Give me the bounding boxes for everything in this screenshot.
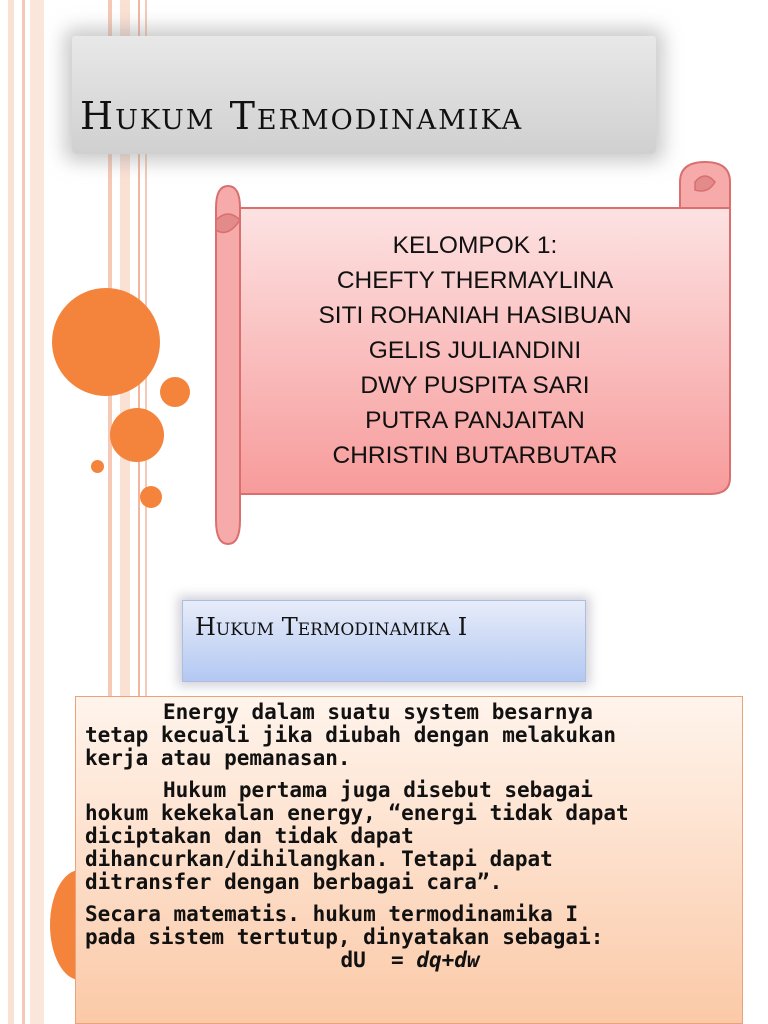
section-title: Hukum Termodinamika I <box>195 613 468 641</box>
member-name: GELIS JULIANDINI <box>368 337 582 364</box>
paragraph-line: Hukum pertama juga disebut sebagai <box>163 778 593 802</box>
paragraph-line: diciptakan dan tidak dapat <box>85 824 414 848</box>
member-name: SITI ROHANIAH HASIBUAN <box>318 302 632 329</box>
section-title-box <box>182 600 586 682</box>
large-orange-circle <box>52 288 160 396</box>
group-heading: KELOMPOK 1: <box>392 232 558 259</box>
paragraph-line: tetap kecuali jika diubah dengan melakukan <box>85 723 617 747</box>
stripe <box>30 0 44 1024</box>
paragraph-line: hokum kekekalan energy, “energi tidak dapat <box>85 801 629 825</box>
paragraph-line: kerja atau pemanasan. <box>85 746 351 770</box>
paragraph-line: dihancurkan/dihilangkan. Tetapi dapat <box>85 847 553 871</box>
formula-rhs: dq+dw <box>416 948 480 972</box>
medium-orange-circle <box>110 408 164 462</box>
stripe <box>22 0 25 1024</box>
stripe <box>8 0 14 1024</box>
content-box <box>75 696 743 1024</box>
body-text <box>85 701 735 972</box>
formula <box>85 949 735 972</box>
tiny-orange-circle <box>91 460 104 473</box>
small-orange-circle <box>160 377 190 407</box>
page-title: Hukum Termodinamika <box>80 94 524 138</box>
paragraph-line: ditransfer dengan berbagai cara”. <box>85 870 503 894</box>
group-list <box>240 228 710 473</box>
small-orange-circle <box>140 486 162 508</box>
member-name: CHRISTIN BUTARBUTAR <box>332 442 618 469</box>
group-scroll <box>190 160 735 550</box>
member-name: DWY PUSPITA SARI <box>360 372 590 399</box>
paragraph-line: Energy dalam suatu system besarnya <box>163 700 593 724</box>
member-name: PUTRA PANJAITAN <box>365 407 585 434</box>
paragraph-line: pada sistem tertutup, dinyatakan sebagai: <box>85 925 604 949</box>
member-name: CHEFTY THERMAYLINA <box>336 267 614 294</box>
formula-lhs: dU = <box>340 948 417 972</box>
paragraph-line: Secara matematis. hukum termodinamika I <box>85 902 579 926</box>
